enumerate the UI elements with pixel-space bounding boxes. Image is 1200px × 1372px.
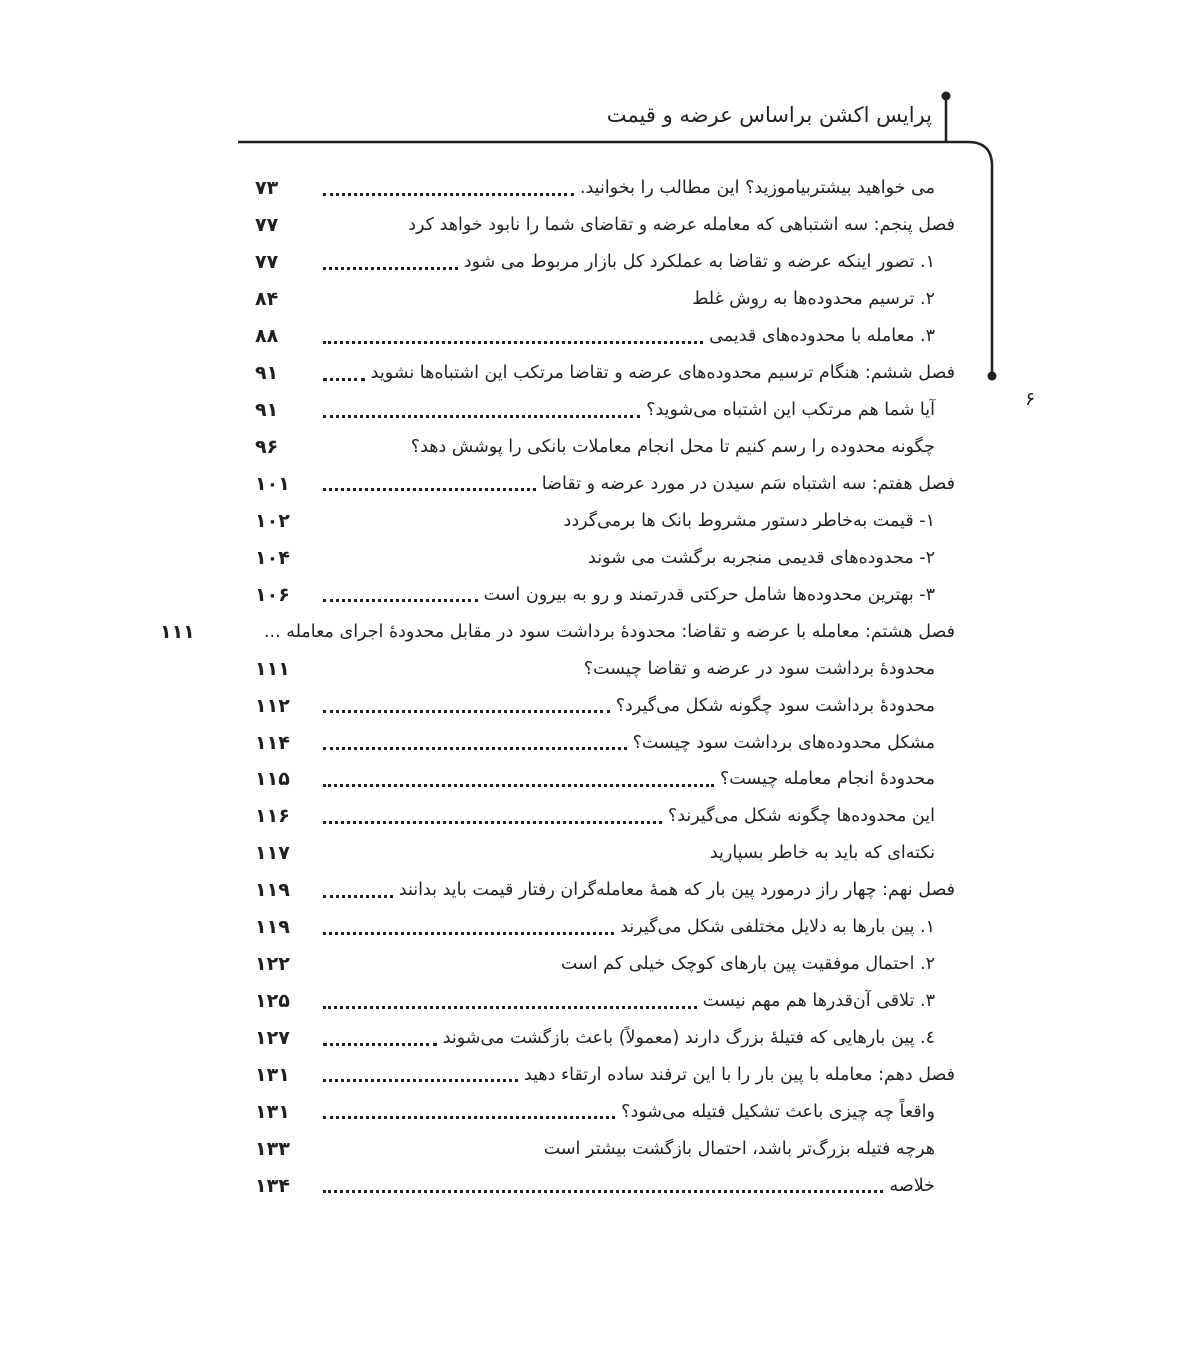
toc-leader-dots: [323, 1078, 518, 1082]
toc-leader-dots: [323, 1005, 697, 1009]
toc-page-number: ۱۳۴: [255, 1174, 290, 1197]
toc-entry-title: فصل هشتم: معامله با عرضه و تقاضا: محدودهٔ برداشت سود در مقابل محدودهٔ اجرای معامله ...: [263, 621, 955, 642]
toc-leader-dots: [323, 672, 578, 676]
toc-entry-title: ۱. تصور اینکه عرضه و تقاضا به عملکرد کل بازار مربوط می شود: [463, 252, 935, 273]
toc-page-number: ۱۰۶: [255, 583, 290, 606]
toc-page-number: ۹۱: [255, 399, 279, 422]
toc-leader-dots: [323, 820, 662, 824]
toc-entry-row: [255, 909, 955, 946]
running-title: پرایس اکشن براساس عرضه و قیمت: [606, 103, 932, 127]
toc-page-number: ۱۱۹: [255, 879, 290, 902]
toc-leader-dots: [323, 968, 555, 972]
toc-chapter-row: [255, 207, 955, 244]
toc-page-number: ۱۳۳: [255, 1137, 290, 1160]
toc-entry-title: فصل هفتم: سه اشتباه سَم سیدن در مورد عرضه و تقاضا: [541, 473, 955, 494]
toc-entry-title: محدودهٔ انجام معامله چیست؟: [719, 769, 935, 790]
toc-leader-dots: [323, 598, 478, 602]
toc-chapter-row: [255, 355, 955, 392]
toc-entry-title: خلاصه: [889, 1175, 935, 1196]
toc-entry-title: واقعاً چه چیزی باعث تشکیل فتیله می‌شود؟: [621, 1101, 935, 1122]
toc-leader-dots: [323, 303, 686, 307]
toc-leader-dots: [323, 1152, 538, 1156]
toc-leader-dots: [323, 524, 558, 528]
toc-entry-title: ۳. معامله با محدوده‌های قدیمی: [709, 326, 935, 347]
table-of-contents: [159, 170, 955, 1204]
toc-entry-row: [255, 392, 955, 429]
toc-leader-dots: [323, 192, 574, 196]
toc-page-number: ۱۱۶: [255, 805, 290, 828]
toc-entry-title: فصل نهم: چهار راز درمورد پین بار که همهٔ معامله‌گران رفتار قیمت باید بدانند: [398, 880, 955, 901]
toc-leader-dots: [323, 229, 402, 233]
toc-leader-dots: [323, 414, 640, 418]
toc-entry-title: محدودهٔ برداشت سود چگونه شکل می‌گیرد؟: [615, 695, 935, 716]
toc-entry-row: [255, 798, 955, 835]
toc-entry-title: مشکل محدوده‌های برداشت سود چیست؟: [632, 732, 935, 753]
toc-leader-dots: [323, 894, 393, 898]
toc-leader-dots: [323, 266, 458, 270]
toc-page-number: ۱۱۹: [255, 916, 290, 939]
toc-entry-row: [255, 318, 955, 355]
side-rule-dot: [988, 372, 997, 381]
toc-chapter-row: [255, 466, 955, 503]
toc-entry-row: [255, 281, 955, 318]
toc-entry-row: [255, 429, 955, 466]
toc-entry-title: نکته‌ای که باید به خاطر بسپارید: [709, 843, 935, 864]
toc-page-number: ۱۱۵: [255, 768, 290, 791]
toc-leader-dots: [323, 709, 610, 713]
toc-leader-dots: [323, 1115, 615, 1119]
toc-entry-row: [255, 724, 955, 761]
toc-chapter-row: [255, 872, 955, 909]
toc-entry-row: [255, 687, 955, 724]
toc-leader-dots: [323, 377, 365, 381]
toc-entry-row: [255, 576, 955, 613]
top-rule-dot: [942, 92, 951, 101]
toc-page-number: ۱۲۵: [255, 990, 290, 1013]
toc-entry-title: ۲. ترسیم محدوده‌ها به روش غلط: [692, 289, 935, 310]
toc-leader-dots: [323, 931, 614, 935]
toc-entry-row: [255, 1020, 955, 1057]
toc-entry-row: [255, 539, 955, 576]
toc-entry-title: آیا شما هم مرتکب این اشتباه می‌شوید؟: [646, 400, 935, 421]
toc-entry-row: [255, 1167, 955, 1204]
toc-entry-row: [255, 244, 955, 281]
toc-page-number: ۱۲۷: [255, 1027, 290, 1050]
toc-entry-title: ۲. احتمال موفقیت پین بارهای کوچک خیلی کم است: [560, 954, 935, 975]
toc-entry-title: می خواهید بیشتربیاموزید؟ این مطالب را بخوانید.: [579, 178, 935, 199]
toc-entry-title: ۱- قیمت به‌خاطر دستور مشروط بانک ها برمی‌گردد: [563, 510, 935, 531]
toc-page-number: ۱۱۱: [159, 620, 195, 643]
toc-entry-row: [255, 983, 955, 1020]
toc-page-number: ۱۰۴: [255, 546, 290, 569]
toc-leader-dots: [323, 561, 582, 565]
toc-entry-title: هرچه فتیله بزرگ‌تر باشد، احتمال بازگشت بیشتر است: [543, 1138, 935, 1159]
toc-page-number: ۹۱: [255, 362, 279, 385]
toc-page-number: ۱۳۱: [255, 1100, 290, 1123]
toc-entry-title: این محدوده‌ها چگونه شکل می‌گیرند؟: [667, 806, 935, 827]
toc-entry-title: ۳- بهترین محدوده‌ها شامل حرکتی قدرتمند و رو به بیرون است: [483, 584, 935, 605]
toc-entry-title: فصل دهم: معامله با پین بار را با این ترفند ساده ارتقاء دهید: [523, 1064, 955, 1085]
toc-leader-dots: [323, 451, 405, 455]
page-number: ۶: [1025, 388, 1036, 410]
toc-leader-dots: [323, 857, 704, 861]
toc-leader-dots: [323, 1189, 883, 1193]
toc-entry-row: [255, 170, 955, 207]
toc-leader-dots: [323, 487, 536, 491]
toc-entry-title: ۲- محدوده‌های قدیمی منجربه برگشت می شوند: [588, 547, 935, 568]
toc-entry-row: [255, 1130, 955, 1167]
toc-leader-dots: [323, 746, 627, 750]
toc-leader-dots: [323, 1042, 437, 1046]
toc-leader-dots: [228, 635, 258, 639]
toc-chapter-row: [159, 613, 955, 650]
toc-page-number: ۱۱۴: [255, 731, 290, 754]
toc-page-number: ۷۳: [255, 177, 279, 200]
toc-entry-row: [255, 946, 955, 983]
toc-entry-title: فصل ششم: هنگام ترسیم محدوده‌های عرضه و تقاضا مرتکب این اشتباه‌ها نشوید: [370, 363, 955, 384]
toc-page-number: ۱۳۱: [255, 1063, 290, 1086]
toc-page-number: ۱۰۱: [255, 472, 290, 495]
toc-entry-row: [255, 1093, 955, 1130]
toc-entry-row: [255, 761, 955, 798]
toc-page-number: ۷۷: [255, 214, 279, 237]
toc-page-number: ۱۲۲: [255, 953, 290, 976]
toc-page-number: ۸۴: [255, 288, 279, 311]
toc-entry-row: [255, 502, 955, 539]
toc-chapter-row: [255, 1057, 955, 1094]
toc-entry-row: [255, 835, 955, 872]
toc-page-number: ۱۱۲: [255, 694, 290, 717]
toc-leader-dots: [323, 783, 714, 787]
toc-entry-title: ۱. پین بارها به دلایل مختلفی شکل می‌گیرند: [620, 917, 935, 938]
toc-page-number: ۸۸: [255, 325, 279, 348]
toc-entry-title: چگونه محدوده را رسم کنیم تا محل انجام معاملات بانکی را پوشش دهد؟: [410, 437, 935, 458]
toc-entry-title: ٤. پین بارهایی که فتیلهٔ بزرگ دارند (معمولاً) باعث بازگشت می‌شوند: [442, 1028, 935, 1049]
toc-page-number: ۱۰۲: [255, 509, 290, 532]
toc-entry-title: ۳. تلاقی آن‌قدرها هم مهم نیست: [702, 991, 935, 1012]
toc-page-number: ۱۱۱: [255, 657, 290, 680]
toc-entry-row: [255, 650, 955, 687]
toc-leader-dots: [323, 340, 703, 344]
toc-page-number: ۷۷: [255, 251, 279, 274]
toc-page-number: ۱۱۷: [255, 842, 290, 865]
toc-page-number: ۹۶: [255, 436, 279, 459]
toc-entry-title: فصل پنجم: سه اشتباهی که معامله عرضه و تقاضای شما را نابود خواهد کرد: [408, 215, 955, 236]
toc-entry-title: محدودهٔ برداشت سود در عرضه و تقاضا چیست؟: [583, 658, 935, 679]
